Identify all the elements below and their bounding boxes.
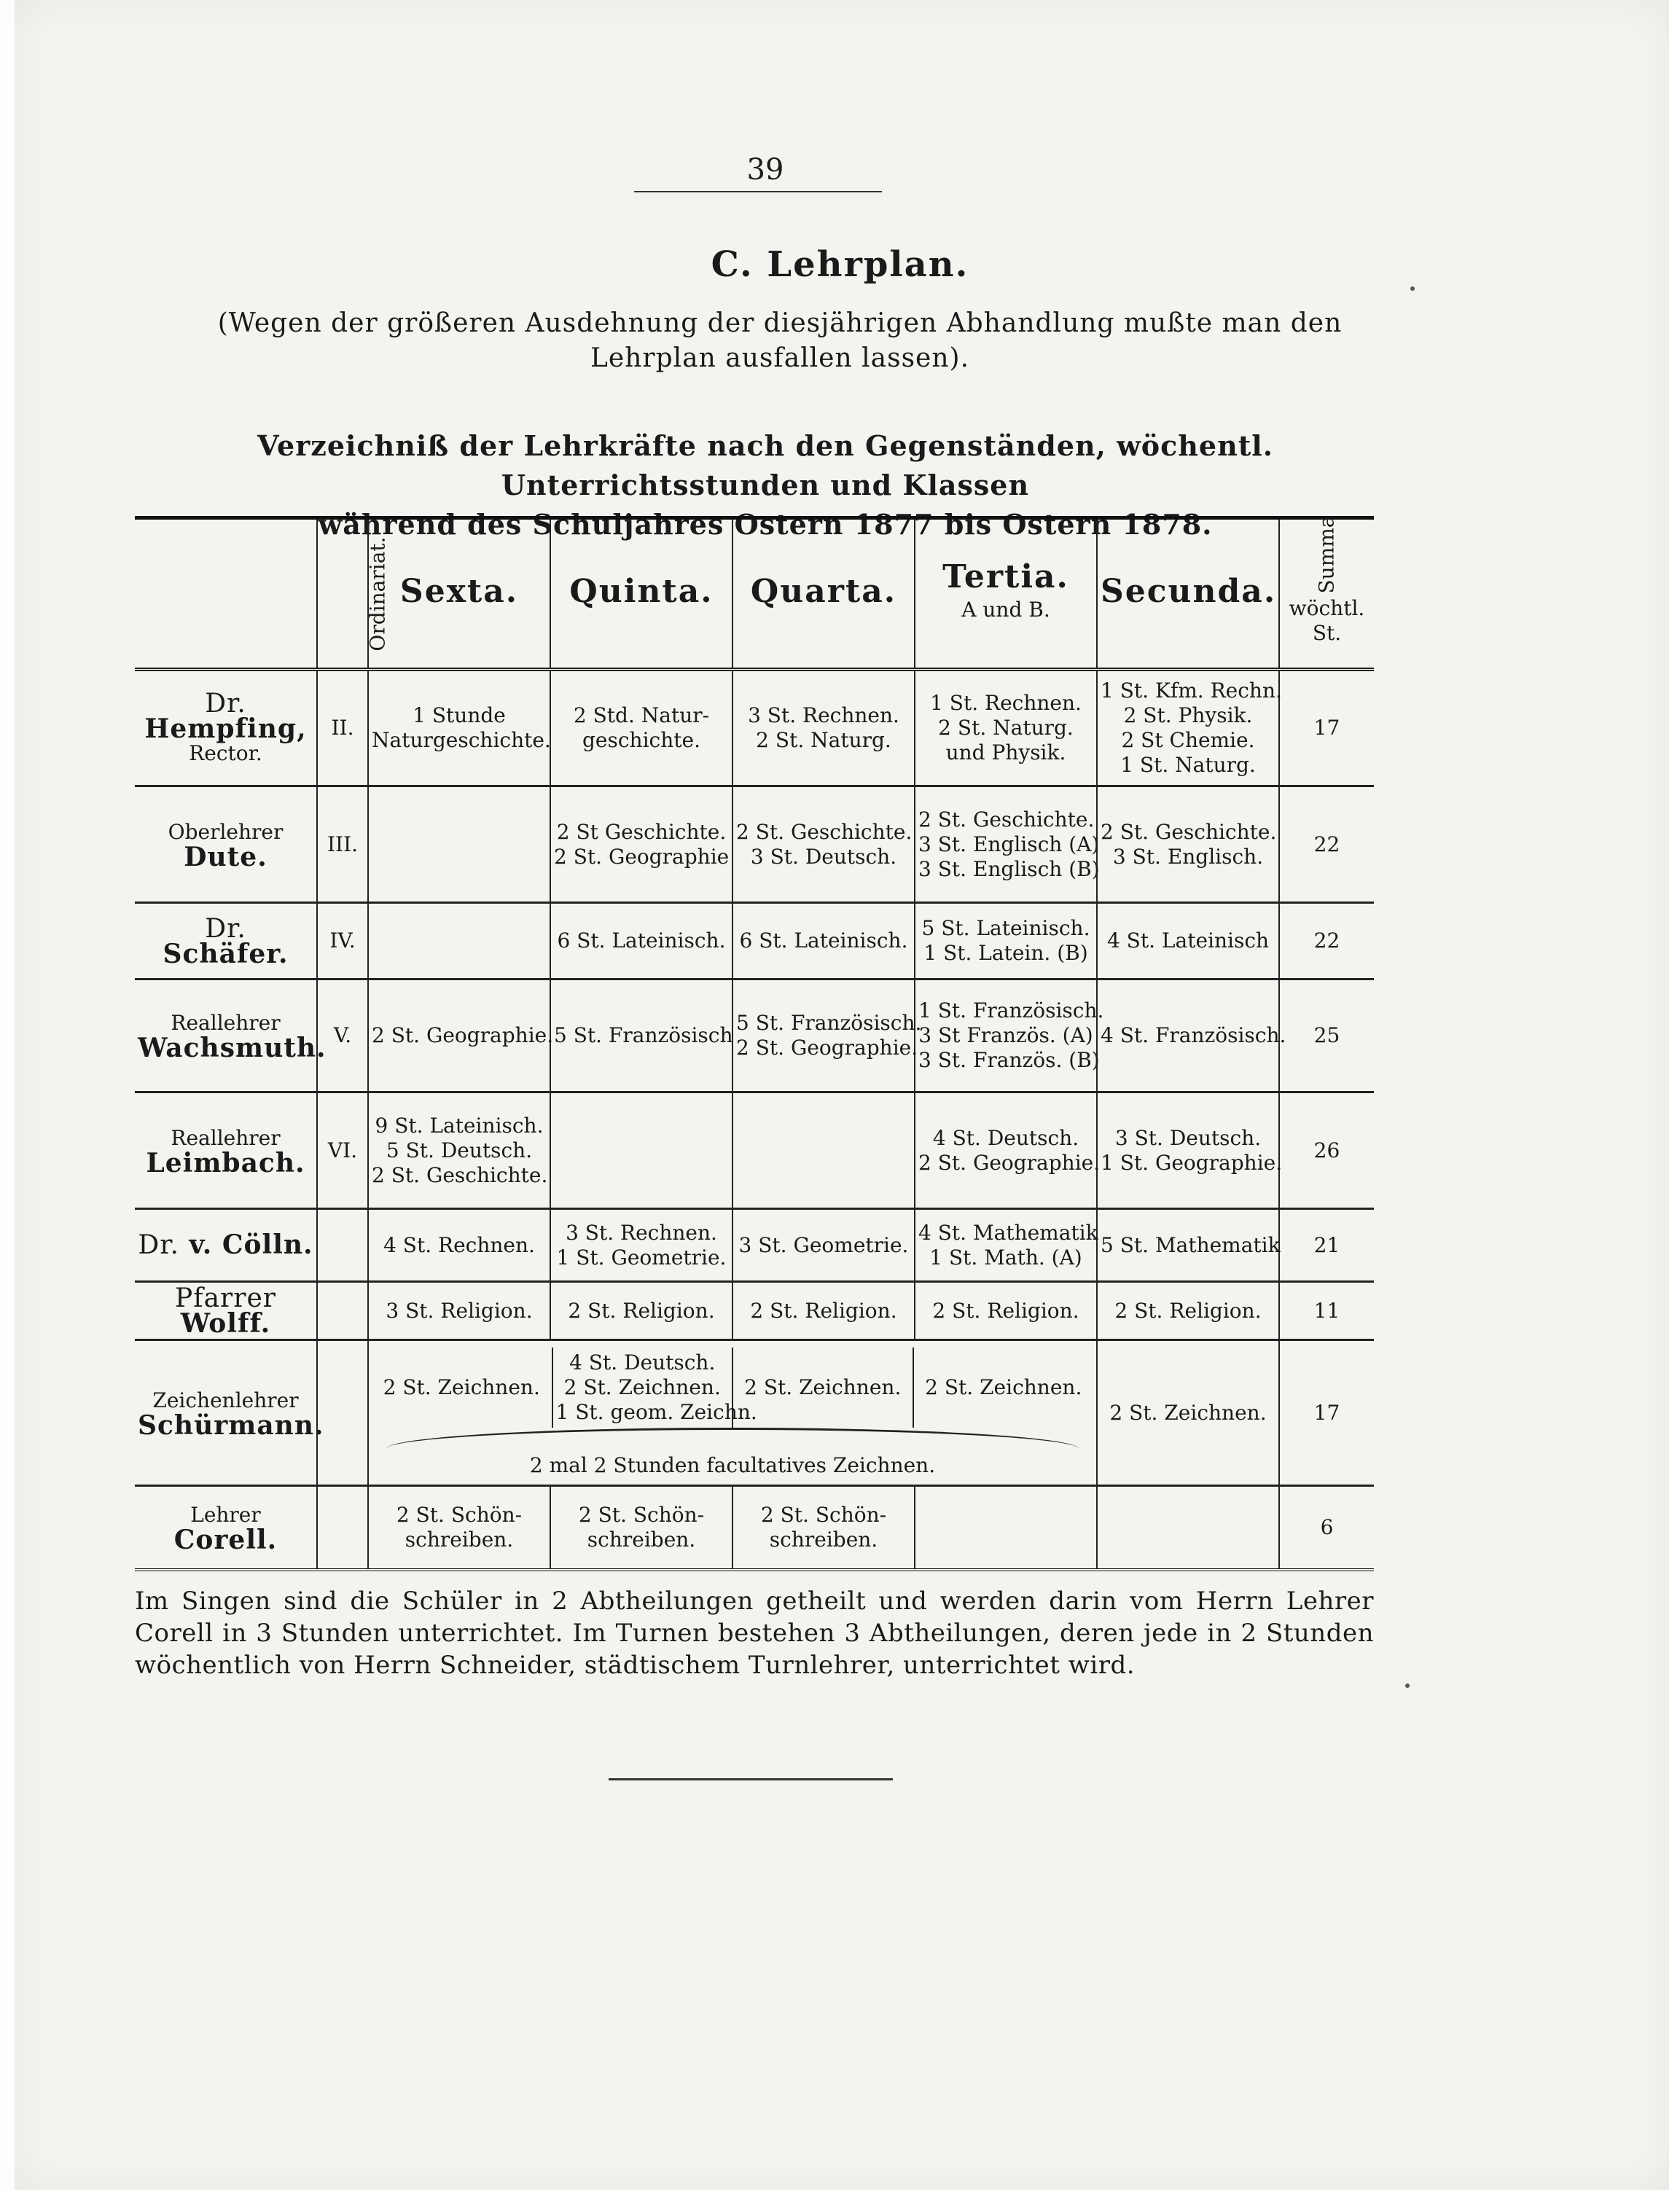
teacher-name: Dr. Schäfer. (163, 913, 289, 969)
page-number: 39 (746, 153, 784, 187)
teacher-schedule-table (135, 516, 1374, 1571)
facultative-brace (386, 1428, 1079, 1449)
tertia-cell (915, 1092, 1101, 1209)
lesson-line: 2 St. Geschichte. (736, 819, 913, 844)
quinta-cell (552, 1348, 757, 1428)
lesson-line: 2 St. Zeichnen. (1109, 1400, 1267, 1425)
teacher-row-leimbach (135, 1092, 1374, 1209)
bottom-rule (609, 1778, 893, 1780)
sexta-cell (368, 1486, 550, 1570)
summa-cell: 17 (1279, 670, 1374, 786)
teacher-name: Dr. Hempfing, (144, 688, 307, 744)
lesson-line: 2 St. Geographie. (918, 1150, 1101, 1175)
quarta-cell (732, 1486, 915, 1570)
teacher-subtitle: Rector. (189, 740, 262, 765)
schuermann-lessons-block (368, 1340, 1097, 1486)
secunda-cell (1097, 1282, 1279, 1340)
lesson-line: 2 St. Zeichnen. (925, 1375, 1082, 1399)
teacher-cell (135, 1486, 317, 1570)
secunda-cell (1097, 1340, 1279, 1486)
sexta-cell (368, 786, 550, 903)
table-header-row (135, 518, 1374, 670)
secunda-cell (1097, 670, 1282, 786)
lesson-line: 2 St. Zeichnen. (744, 1375, 902, 1399)
lesson-line: 5 St. Lateinisch. (921, 916, 1090, 940)
summa-cell: 11 (1279, 1282, 1374, 1340)
summa-label: Summa (1314, 515, 1339, 594)
lesson-line: 6 St. Lateinisch. (739, 928, 908, 953)
teacher-name: Dute. (184, 841, 267, 872)
summa-cell: 22 (1279, 786, 1374, 903)
quarta-cell (732, 979, 922, 1092)
quarta-cell (732, 670, 915, 786)
quarta-label: Quarta. (750, 573, 897, 610)
lesson-line: 5 St. Französisch. (736, 1011, 922, 1035)
quinta-cell (550, 903, 732, 979)
sexta-cell (372, 1348, 552, 1428)
summa-line3: St. (1312, 620, 1342, 645)
closing-note: Im Singen sind die Schüler in 2 Abtheilungen getheilt und werden darin vom Herrn Lehrer Corell in 3 Stunden unterrichtet. Im Turnen bestehen 3 Abtheilungen, deren jede in 2 Stunden wöchentlich von Herrn Schneider, städtischem Turnlehrer, unterrichtet wird. (135, 1587, 1374, 1680)
ordinariat-cell (317, 1486, 368, 1570)
teacher-name: Pfarrer Wolff. (175, 1283, 276, 1339)
lesson-line: 3 St. Rechnen. (566, 1220, 717, 1245)
sexta-header (365, 518, 550, 670)
teacher-row-schaefer (135, 903, 1374, 979)
teacher-cell (135, 1340, 324, 1486)
lesson-line: 1 St. Rechnen. (930, 691, 1082, 715)
lesson-line: 3 St. Englisch. (1112, 844, 1264, 869)
quinta-label: Quinta. (569, 573, 714, 610)
quarta-header (732, 518, 915, 670)
lesson-line: 4 St. Lateinisch (1106, 928, 1270, 953)
tertia-cell (915, 1282, 1097, 1340)
quarta-cell (732, 1209, 915, 1282)
section-note: (Wegen der größeren Ausdehnung der diesjährigen Abhandlung mußte man den Lehrplan ausfallen lassen). (217, 308, 1343, 373)
teacher-row-corell (135, 1486, 1374, 1570)
summa-cell: 22 (1279, 903, 1374, 979)
schuermann-inner-table (372, 1348, 1093, 1428)
teacher-name: Schürmann. (138, 1409, 324, 1441)
lesson-line: 2 St. Geschichte. (918, 807, 1095, 832)
teacher-title: Reallehrer (171, 1125, 281, 1150)
sexta-cell (368, 1209, 550, 1282)
quarta-cell (732, 903, 915, 979)
quarta-cell (732, 1348, 913, 1428)
tertia-cell (915, 903, 1097, 979)
tertia-cell (915, 979, 1104, 1092)
sexta-cell (368, 1282, 550, 1340)
lesson-line: 2 St. Schön- (578, 1502, 705, 1527)
lesson-line: 2 St. Religion. (1114, 1298, 1262, 1323)
top-rule (634, 191, 882, 192)
lesson-line: 3 St. Rechnen. (748, 703, 899, 727)
teacher-name: Wachsmuth. (138, 1033, 327, 1063)
lesson-line: 2 St. Religion. (750, 1298, 897, 1323)
table-heading-line2: während des Schuljahres Ostern 1877 bis Ostern 1878. (318, 508, 1213, 541)
sexta-cell (368, 979, 554, 1092)
lesson-line: 2 St. Zeichnen. (563, 1375, 721, 1399)
schuermann-inner-row (372, 1348, 1093, 1428)
sexta-label: Sexta. (399, 573, 519, 610)
lesson-line: 2 St Geschichte. (556, 819, 727, 844)
lesson-line: 1 Stunde (413, 703, 506, 727)
teacher-row-schuermann (135, 1340, 1374, 1486)
quinta-cell (550, 786, 732, 903)
ordinariat-cell (317, 1209, 368, 1282)
lesson-line: 1 St. Math. (A) (929, 1245, 1082, 1270)
summa-header (1279, 515, 1374, 670)
quinta-header (550, 518, 732, 670)
secunda-cell (1097, 786, 1279, 903)
ordinariat-cell: V. (317, 979, 368, 1092)
lesson-line: 4 St. Französisch. (1101, 1023, 1286, 1047)
tertia-cell (915, 1209, 1097, 1282)
lesson-line: 9 St. Lateinisch. (375, 1113, 544, 1138)
tertia-cell (915, 786, 1100, 903)
lesson-line: 2 St. Zeichnen. (383, 1375, 540, 1399)
quarta-cell (732, 786, 915, 903)
lesson-line: 6 St. Lateinisch. (557, 928, 726, 953)
teacher-title: Oberlehrer (168, 819, 284, 844)
lesson-line: geschichte. (582, 728, 700, 752)
lesson-line: 2 St. Geographie (554, 844, 730, 869)
lesson-line: 3 St Französ. (A) (918, 1023, 1093, 1047)
lesson-line: 2 St Chemie. (1121, 728, 1255, 752)
quarta-cell (732, 1282, 915, 1340)
teacher-title: Zeichenlehrer (152, 1388, 299, 1412)
lesson-line: 3 St. Geometrie. (738, 1232, 909, 1257)
quinta-cell (550, 1282, 732, 1340)
tertia-cell (915, 1486, 1097, 1570)
lesson-line: 2 St. Geographie. (736, 1036, 918, 1060)
teacher-row-dute (135, 786, 1374, 903)
lesson-line: 3 St. Englisch (B) (918, 856, 1100, 881)
lesson-line: schreiben. (587, 1527, 696, 1552)
lesson-line: 2 St. Geographie. (372, 1023, 554, 1047)
secunda-cell (1097, 1486, 1279, 1570)
quarta-cell (732, 1092, 915, 1209)
summa-cell: 17 (1279, 1340, 1374, 1486)
lesson-line: 2 St. Schön- (396, 1502, 523, 1527)
teacher-name: Corell. (173, 1524, 278, 1555)
scan-speck (1410, 286, 1415, 291)
teacher-header (135, 518, 317, 670)
summa-cell: 21 (1279, 1209, 1374, 1282)
scan-speck (1405, 1683, 1410, 1688)
lesson-line: 2 St. Schön- (760, 1502, 887, 1527)
lesson-line: 1 St. geom. Zeichn. (555, 1400, 757, 1424)
lesson-line: 3 St. Französ. (B) (918, 1048, 1100, 1072)
lesson-line: schreiben. (405, 1527, 514, 1552)
quinta-cell (550, 1092, 732, 1209)
lesson-line: 1 St. Naturg. (1120, 753, 1256, 777)
quinta-cell (550, 1486, 732, 1570)
ordinariat-cell (317, 1340, 368, 1486)
teacher-title: Lehrer (190, 1502, 261, 1527)
lesson-line: 2 St. Physik. (1123, 703, 1253, 727)
lesson-line: 4 St. Rechnen. (383, 1232, 535, 1257)
lesson-line: 1 St. Kfm. Rechn. (1101, 678, 1282, 703)
lesson-line: 1 St. Geometrie. (556, 1245, 727, 1270)
sexta-cell (368, 1092, 550, 1209)
ordinariat-cell: VI. (317, 1092, 368, 1209)
tertia-cell (915, 670, 1097, 786)
teacher-cell (135, 786, 317, 903)
lesson-line: 3 St. Religion. (386, 1298, 533, 1323)
secunda-cell (1097, 979, 1286, 1092)
lesson-line: 3 St. Deutsch. (750, 844, 897, 869)
lesson-line: 5 St. Deutsch. (386, 1138, 533, 1162)
sexta-cell (368, 670, 550, 786)
teacher-name: Leimbach. (146, 1147, 305, 1178)
lesson-line: 2 St. Naturg. (938, 716, 1074, 740)
lesson-line: 4 St. Deutsch. (569, 1350, 716, 1374)
ordinariat-label: Ordinariat. (365, 536, 390, 652)
teacher-cell (135, 903, 317, 979)
table-heading-line1: Verzeichniß der Lehrkräfte nach den Gegenständen, wöchentl. Unterrichtsstunden und Klassen (257, 429, 1273, 501)
facultative-note: 2 mal 2 Stunden facultatives Zeichnen. (529, 1453, 936, 1477)
lesson-line: 2 Std. Natur- (573, 703, 710, 727)
teacher-row-wachsmuth (135, 979, 1374, 1092)
lesson-line: und Physik. (945, 740, 1066, 764)
secunda-cell (1097, 1092, 1283, 1209)
lesson-line: 3 St. Deutsch. (1114, 1125, 1262, 1150)
teacher-cell (135, 1092, 317, 1209)
lesson-line: 4 St. Mathematik (918, 1220, 1098, 1245)
secunda-cell (1097, 1209, 1279, 1282)
secunda-header (1097, 518, 1279, 670)
summa-cell: 26 (1279, 1092, 1374, 1209)
lesson-line: schreiben. (769, 1527, 878, 1552)
lesson-line: 4 St. Deutsch. (932, 1125, 1079, 1150)
teacher-row-coelln (135, 1209, 1374, 1282)
teacher-cell (135, 1209, 317, 1282)
ordinariat-header (317, 518, 390, 670)
tertia-label: Tertia. (942, 558, 1069, 595)
lesson-line: 2 St. Geschichte. (1101, 819, 1277, 844)
lesson-line: 1 St. Französisch. (918, 998, 1104, 1022)
lesson-line: 1 St. Latein. (B) (923, 941, 1088, 965)
teacher-cell (135, 1282, 317, 1340)
lesson-line: Naturgeschichte. (372, 728, 551, 752)
ordinariat-cell: III. (317, 786, 368, 903)
teacher-cell (135, 670, 317, 786)
ordinariat-cell (317, 1282, 368, 1340)
teacher-title: Reallehrer (171, 1011, 281, 1035)
lesson-line: 2 St. Naturg. (756, 728, 891, 752)
section-title: C. Lehrplan. (711, 244, 969, 285)
secunda-label: Secunda. (1101, 573, 1277, 610)
summa-cell: 6 (1279, 1486, 1374, 1570)
lesson-line: 2 St. Religion. (568, 1298, 715, 1323)
ordinariat-cell: II. (317, 670, 368, 786)
teacher-cell (135, 979, 327, 1092)
teacher-name: Dr. v. Cölln. (138, 1229, 313, 1260)
lesson-line: 2 St. Geschichte. (372, 1162, 548, 1187)
secunda-cell (1097, 903, 1279, 979)
tertia-header (915, 518, 1097, 670)
lesson-line: 5 St. Mathematik (1101, 1232, 1281, 1257)
tertia-cell (913, 1348, 1094, 1428)
summa-cell: 25 (1279, 979, 1374, 1092)
sexta-cell (368, 903, 550, 979)
teacher-row-hempfing (135, 670, 1374, 786)
quinta-cell (550, 670, 732, 786)
quinta-cell (550, 979, 732, 1092)
quinta-cell (550, 1209, 732, 1282)
tertia-sub-label: A und B. (961, 598, 1050, 622)
lesson-line: 3 St. Englisch (A) (918, 832, 1100, 856)
lesson-line: 5 St. Französisch (554, 1023, 733, 1047)
ordinariat-cell: IV. (317, 903, 368, 979)
page-left-edge (0, 0, 16, 2190)
summa-line2: wöchtl. (1289, 595, 1365, 620)
lesson-line: 1 St. Geographie. (1101, 1150, 1283, 1175)
teacher-row-wolff (135, 1282, 1374, 1340)
lesson-line: 2 St. Religion. (932, 1298, 1079, 1323)
